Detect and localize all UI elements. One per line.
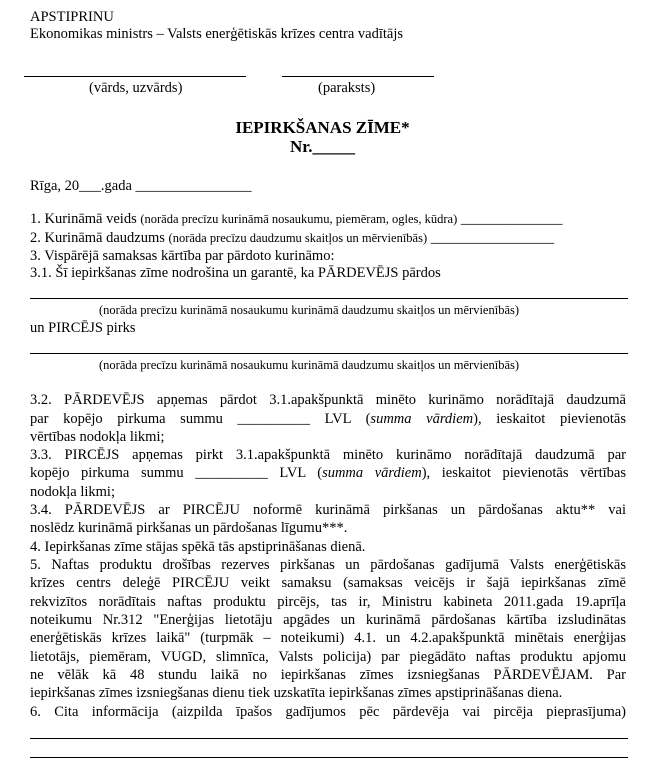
p34-line-2: noslēdz kurināmā pirkšanas un pārdošanas līgumu***. — [30, 520, 348, 536]
approval-heading: APSTIPRINU — [30, 9, 114, 25]
number-prefix: Nr. — [289, 137, 313, 156]
seller-fill-line — [30, 298, 628, 299]
item-2-blank: _________________ — [427, 230, 554, 246]
item-2 — [30, 229, 554, 247]
document-title: IEPIRKŠANAS ZĪME* — [235, 118, 410, 137]
p32-line-2 — [30, 410, 626, 428]
p32-italic: summa vārdiem — [370, 411, 474, 427]
buyer-fill-line — [30, 353, 628, 354]
buyer-hint: (norāda precīzu kurināmā nosaukumu kurināmā daudzumu skaitļos un mērvienībās) — [99, 358, 520, 372]
date-blank: ________________ — [135, 178, 252, 194]
item-2-hint: (norāda precīzu daudzumu skaitļos un mērvienībās) — [168, 231, 428, 245]
item-3-1: 3.1. Šī iepirkšanas zīme nodrošina un garantē, ka PĀRDEVĒJS pārdos — [30, 265, 441, 281]
gada-label: .gada — [100, 178, 136, 194]
name-line — [24, 76, 246, 77]
buyer-buys: un PIRCĒJS pirks — [30, 320, 136, 336]
other-info-line-2 — [30, 757, 628, 758]
p5-line-3: rekvizītos norādītais naftas produktu pircējs, tas ir, Ministru kabineta 2011.gada 19.aprīļa — [30, 594, 626, 610]
p5-line-2: krīzes centrs deleģē PIRCĒJU veikt samaksu (samaksas veicējs ir šajā iepirkšanas zīmē — [30, 575, 626, 591]
p4: 4. Iepirkšanas zīme stājas spēkā tās apstiprināšanas dienā. — [30, 539, 366, 555]
item-3: 3. Vispārējā samaksas kārtība par pārdoto kurināmo: — [30, 248, 335, 264]
p33-line-2b: ), ieskaitot pievienotās vērtības — [421, 465, 626, 481]
item-1 — [30, 210, 562, 228]
p34-line-1: 3.4. PĀRDEVĒJS ar PIRCĒJU noformē kurināmā pirkšanas un pārdošanas aktu** vai — [30, 502, 626, 518]
p32-line-3: vērtības nodokļa likmi; — [30, 429, 165, 445]
item-1-label: 1. Kurināmā veids — [30, 211, 141, 227]
p33-line-2 — [30, 464, 626, 482]
item-1-blank: ______________ — [457, 211, 563, 227]
document-number — [0, 136, 645, 158]
p5-line-7: ne vēlāk kā 48 stundu laikā no iepirkšanas zīmes izsniegšanas PĀRDEVĒJAM. Par — [30, 667, 626, 683]
p32-line-2b: ), ieskaitot pievienotās — [473, 411, 627, 427]
p33-line-1: 3.3. PIRCĒJS apņemas pirkt 3.1.apakšpunktā minēto kurināmo norādītajā daudzumā par — [30, 447, 626, 463]
name-label: (vārds, uzvārds) — [89, 80, 183, 96]
signature-line — [282, 76, 434, 77]
p6: 6. Cita informācija (aizpilda īpašos gadījumos pēc pārdevēja vai pircēja pieprasījuma) — [30, 704, 626, 720]
p33-line-3: nodokļa likmi; — [30, 484, 115, 500]
p32-line-1: 3.2. PĀRDEVĒJS apņemas pārdot 3.1.apakšpunktā minēto kurināmo norādītajā daudzumā — [30, 392, 626, 408]
year-blank: ___ — [79, 178, 101, 194]
place-date — [30, 177, 252, 195]
approval-position: Ekonomikas ministrs – Valsts enerģētiskās krīzes centra vadītājs — [30, 26, 404, 42]
seller-hint: (norāda precīzu kurināmā nosaukumu kurināmā daudzumu skaitļos un mērvienībās) — [99, 303, 520, 317]
other-info-line-1 — [30, 738, 628, 739]
city-year: Rīga, 20 — [30, 178, 80, 194]
p32-line-2a: par kopējo pirkuma summu __________ LVL ( — [30, 411, 371, 427]
p5-line-4: noteikumu Nr.312 "Enerģijas lietotāju apgādes un kurināmā pārdošanas kārtība izsludinātas — [30, 612, 626, 628]
p5-line-5: enerģētiskās krīzes laikā" (turpmāk – noteikumi) 4.1. un 4.2.apakšpunktā minētais enerģijas — [30, 630, 626, 646]
number-blank: _____ — [312, 137, 355, 156]
item-2-label: 2. Kurināmā daudzums — [30, 230, 169, 246]
item-1-hint: (norāda precīzu kurināmā nosaukumu, piemēram, ogles, kūdra) — [140, 212, 458, 226]
p33-line-2a: kopējo pirkuma summu __________ LVL ( — [30, 465, 323, 481]
p5-line-6: lietotājs, piemēram, VUGD, slimnīca, Valsts policija) par piegādāto naftas produktu apjomu — [30, 649, 626, 665]
p5-line-8: iepirkšanas zīmes izsniegšanas dienu tiek uzskatīta iepirkšanas zīmes apstiprināšanas diena. — [30, 685, 563, 701]
p33-italic: summa vārdiem — [322, 465, 422, 481]
p5-line-1: 5. Naftas produktu drošības rezerves pirkšanas un pārdošanas gadījumā Valsts enerģētiskās — [30, 557, 626, 573]
signature-label: (paraksts) — [318, 80, 376, 96]
